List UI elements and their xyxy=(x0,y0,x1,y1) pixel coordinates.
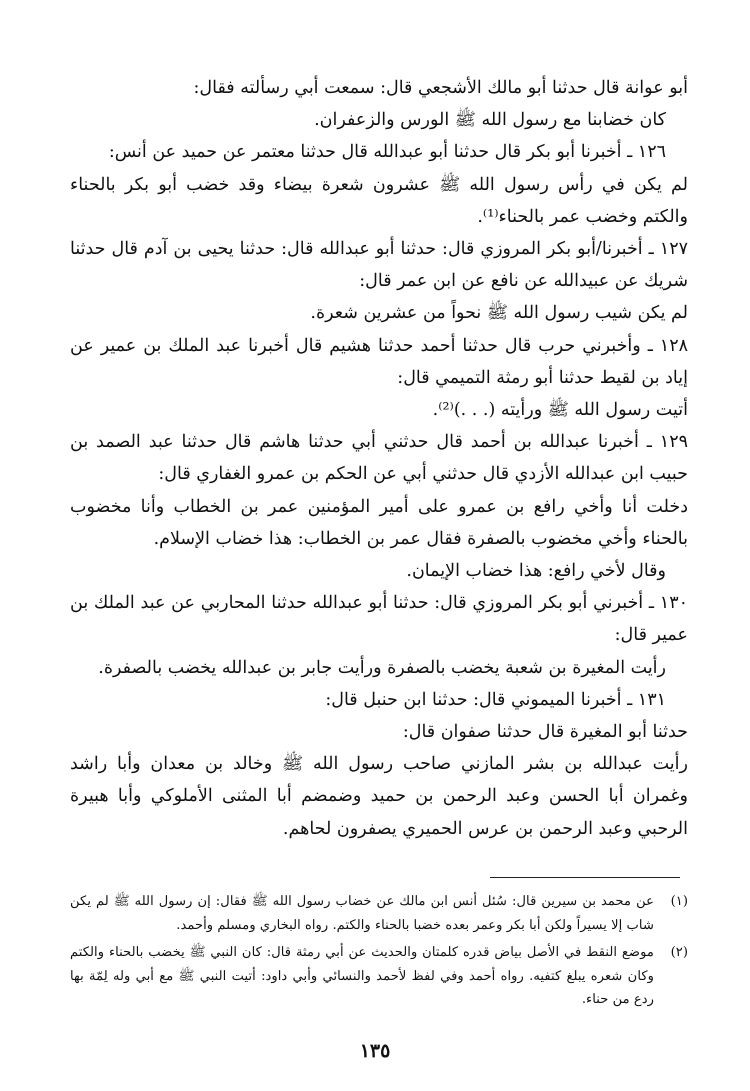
hadith-128: ١٢٨ ـ وأخبرني حرب قال حدثنا أحمد حدثنا هشيم قال أخبرنا عبد الملك بن عمير عن إياد بن لقيط حدثنا أبو رمثة التميمي قال: xyxy=(70,335,688,388)
text-line-10: دخلت أنا وأخي رافع بن عمرو على أمير المؤمنين عمر بن الخطاب وأنا مخضوب بالحناء وأخي مخضوب بالصفرة فقال عمر بن الخطاب: هذا خضاب الإسلام. xyxy=(70,496,688,549)
text-line-1: أبو عوانة قال حدثنا أبو مالك الأشجعي قال: سمعت أبي رسألته فقال: xyxy=(193,78,688,98)
text-line-2: كان خضابنا مع رسول الله ﷺ الورس والزعفران. xyxy=(314,110,666,131)
footnote-marker: (١) xyxy=(670,894,688,909)
footnote-text: موضع النقط في الأصل بياض قدره كلمتان والحديث عن أبي رمثة قال: كان النبي ﷺ يخضب بالحناء والكتم وكان شعره يبلغ كتفيه. رواه أحمد وفي لفظ لأحمد والنسائي وأبي داود: أتيت النبي ﷺ مع أبي وله لِمّة بها ردع من حناء. xyxy=(70,945,654,1007)
text-line-15: حدثنا أبو المغيرة قال حدثنا صفوان قال: xyxy=(402,722,688,743)
footnotes xyxy=(70,890,688,1016)
hadith-126: ١٢٦ ـ أخبرنا أبو بكر قال حدثنا أبو عبدالله قال حدثنا معتمر عن حميد عن أنس: xyxy=(108,142,666,163)
hadith-129: ١٢٩ ـ أخبرنا عبدالله بن أحمد قال حدثني أبي حدثنا هاشم قال حدثنا عبد الصمد بن حبيب ابن عبدالله الأزدي قال حدثني أبي عن الحكم بن عمرو الغفاري قال: xyxy=(70,432,688,485)
hadith-131: ١٣١ ـ أخبرنا الميموني قال: حدثنا ابن حنبل قال: xyxy=(325,689,666,710)
footnote-marker: (٢) xyxy=(670,945,688,960)
text-line-16: رأيت عبدالله بن بشر المازني صاحب رسول الله ﷺ وخالد بن معدان وأبا راشد وغمران أبا الحسن وعبد الرحمن بن حميد وضمضم أبا المثنى الأملوكي وأبا هبيرة الرحبي وعبد الرحمن بن عرس الحميري يصفرون لحاهم. xyxy=(70,754,688,839)
text-line-11: وقال لأخي رافع: هذا خضاب الإيمان. xyxy=(406,561,666,582)
footnote-text: عن محمد بن سيرين قال: سُئل أنس ابن مالك عن خضاب رسول الله ﷺ فقال: إن رسول الله ﷺ لم يكن شاب إلا يسيراً ولكن أبا بكر وعمر بعده خضبا بالحناء والكتم. رواه البخاري ومسلم وأحمد. xyxy=(70,894,654,933)
text-line-4: لم يكن في رأس رسول الله ﷺ عشرون شعرة بيضاء وقد خضب أبو بكر بالحناء والكتم وخضب عمر بالحناء⁽¹⁾. xyxy=(70,174,688,227)
footnote-divider xyxy=(490,877,680,878)
hadith-127: ١٢٧ ـ أخبرنا/أبو بكر المروزي قال: حدثنا أبو عبدالله قال: حدثنا يحيى بن آدم قال حدثنا شريك عن عبيدالله عن نافع عن ابن عمر قال: xyxy=(70,239,688,292)
footnote-2 xyxy=(70,941,688,1012)
hadith-130: ١٣٠ ـ أخبرني أبو بكر المروزي قال: حدثنا أبو عبدالله حدثنا المحاربي عن عبد الملك بن عمير قال: xyxy=(70,593,688,646)
text-line-8: أتيت رسول الله ﷺ ورأيته (. . .)⁽²⁾. xyxy=(432,400,688,421)
main-text xyxy=(70,72,688,845)
text-line-6: لم يكن شيب رسول الله ﷺ نحواً من عشرين شعرة. xyxy=(310,303,688,324)
page-number: ١٣٥ xyxy=(359,1040,391,1062)
text-line-13: رأيت المغيرة بن شعبة يخضب بالصفرة ورأيت جابر بن عبدالله يخضب بالصفرة. xyxy=(98,657,666,678)
footnote-1 xyxy=(70,890,688,937)
